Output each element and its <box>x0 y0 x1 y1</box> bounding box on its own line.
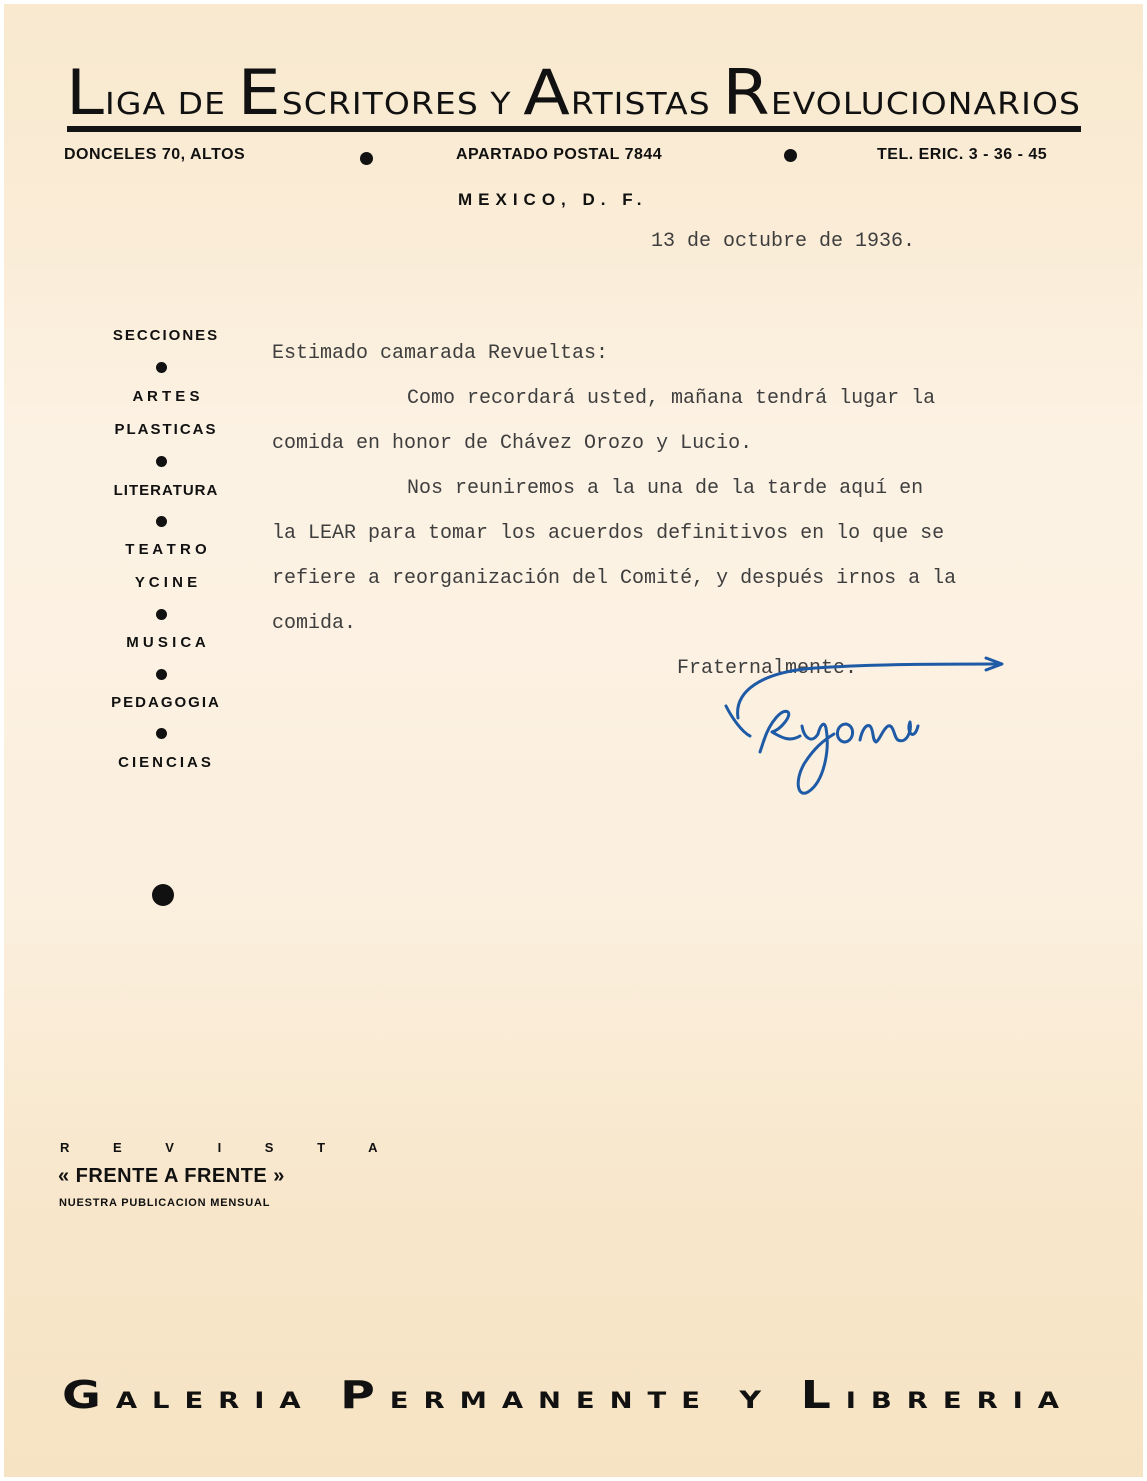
footer-initial-1: G <box>62 1373 106 1417</box>
title-initial-1: L <box>66 56 102 118</box>
section-dot <box>156 362 167 373</box>
footer-rest-4: IBRERIA <box>845 1389 1029 1414</box>
title-initial-4: R <box>722 56 767 118</box>
letter-date: 13 de octubre de 1936. <box>651 230 916 253</box>
section-item: T E A T R O <box>125 541 207 558</box>
section-dot <box>156 456 167 467</box>
footer-rest-2: ERMANENTE <box>389 1389 651 1414</box>
handwritten-signature <box>720 652 1010 802</box>
body-line: Como recordará usted, mañana tendrá lugar la <box>407 387 936 410</box>
section-dot <box>156 669 167 680</box>
section-item: Y C I N E <box>134 574 198 591</box>
body-line: la LEAR para tomar los acuerdos definitivos en lo que se <box>272 522 945 545</box>
section-item: LITERATURA <box>113 482 219 499</box>
title-initial-3: A <box>523 56 567 118</box>
large-dot <box>152 884 174 906</box>
letterhead-title <box>66 56 1081 118</box>
section-item: PEDAGOGIA <box>111 694 221 711</box>
title-rest-2: SCRITORES Y <box>281 87 492 118</box>
section-dot <box>156 609 167 620</box>
address: DONCELES 70, ALTOS <box>64 146 246 163</box>
sections-heading: SECCIONES <box>112 327 220 344</box>
revista-subtitle: NUESTRA PUBLICACION MENSUAL <box>59 1197 271 1209</box>
phone: TEL. ERIC. 3 - 36 - 45 <box>877 146 1048 163</box>
svg-text:LIGA DE ESCRITORES Y ARTISTAS <box>66 56 1081 118</box>
footer-gallery-title <box>62 1370 1082 1424</box>
letterhead-rule <box>67 126 1081 132</box>
body-line: comida en honor de Chávez Orozo y Lucio. <box>272 432 753 455</box>
title-rest-1: IGA DE <box>105 87 216 118</box>
footer-initial-4: L <box>800 1373 837 1417</box>
closing: Fraternalmente. <box>677 657 858 680</box>
bullet-dot <box>360 152 373 165</box>
section-dot <box>156 516 167 527</box>
bullet-dot <box>784 149 797 162</box>
title-rest-3: RTISTAS <box>570 87 699 118</box>
section-item: PLASTICAS <box>114 421 218 438</box>
body-line: refiere a reorganización del Comité, y después irnos a la <box>272 567 957 590</box>
footer-word-3: Y <box>739 1386 769 1414</box>
body-line: Nos reuniremos a la una de la tarde aquí en <box>407 477 924 500</box>
postal-box: APARTADO POSTAL 7844 <box>456 146 663 163</box>
section-dot <box>156 728 167 739</box>
section-item: CIENCIAS <box>118 754 214 771</box>
title-initial-2: E <box>237 56 278 118</box>
salutation: Estimado camarada Revueltas: <box>272 342 609 365</box>
svg-text:GALERIA PERMANENTE Y LIBRERIA <box>62 1373 1074 1417</box>
title-rest-4: EVOLUCIONARIOS <box>770 87 1054 118</box>
city: MEXICO, D. F. <box>458 190 648 209</box>
section-item: M U S I C A <box>126 634 206 651</box>
letter-page <box>4 4 1143 1477</box>
body-line: comida. <box>272 612 357 635</box>
section-item: A R T E S <box>132 388 200 405</box>
footer-initial-2: P <box>340 1373 380 1417</box>
revista-label: R E V I S T A <box>60 1140 398 1155</box>
footer-rest-1: ALERIA <box>115 1389 277 1414</box>
revista-name: « FRENTE A FRENTE » <box>58 1165 285 1187</box>
